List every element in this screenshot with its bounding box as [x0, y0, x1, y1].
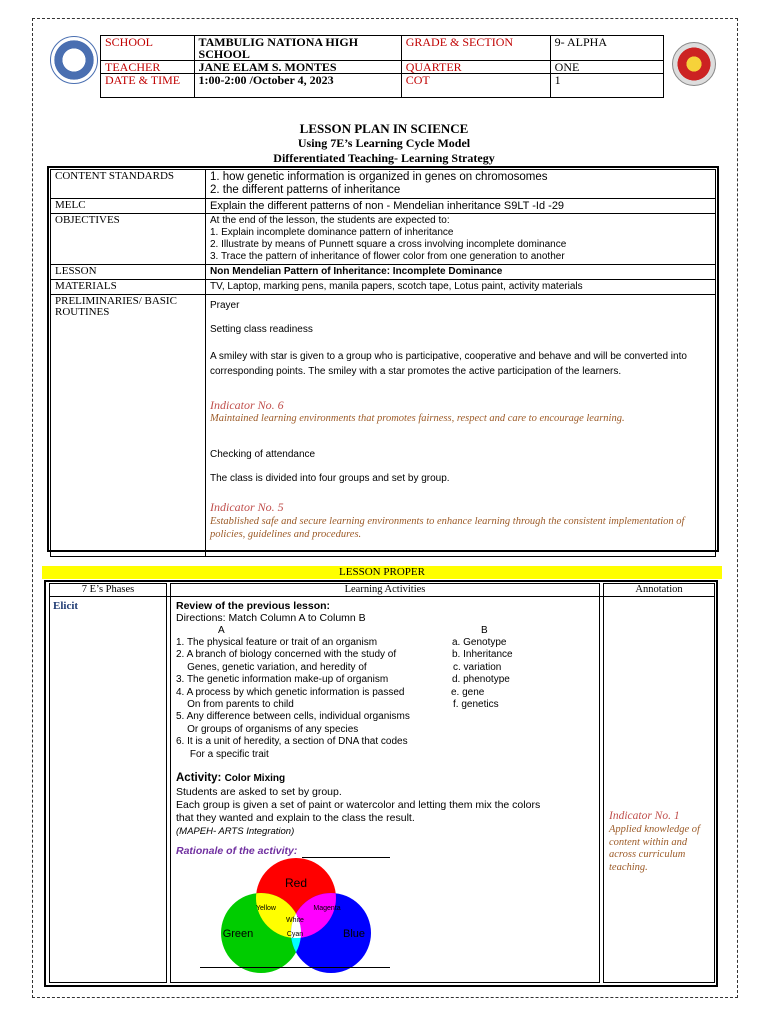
activity-line-2: Each group is given a set of paint or watercolor and letting them mix the colors	[176, 799, 541, 811]
preliminaries-label: PRELIMINARIES/ BASIC ROUTINES	[51, 295, 206, 557]
venn-green-label: Green	[222, 928, 254, 940]
activities-content	[176, 600, 596, 625]
main-table	[50, 169, 716, 557]
date-label: DATE & TIME	[101, 74, 195, 98]
grade-value: 9- ALPHA	[550, 36, 663, 61]
col-phase-header: 7 E’s Phases	[81, 584, 135, 595]
column-a-item: For a specific trait	[176, 748, 269, 760]
column-b-item: d. phenotype	[452, 674, 510, 685]
phase-elicit: Elicit	[53, 600, 79, 612]
materials-label: MATERIALS	[51, 280, 206, 295]
column-a-item: On from parents to child	[176, 699, 294, 711]
column-a-item: 4. A process by which genetic information is passed	[176, 686, 405, 698]
preliminaries-value	[206, 295, 716, 557]
prelim-attendance: Checking of attendance	[210, 449, 316, 460]
content-standard-1: 1. how genetic information is organized in genes on chromosomes	[210, 171, 548, 183]
color-venn-diagram	[196, 858, 396, 973]
phase-column	[49, 583, 167, 983]
column-a-item: 2. A branch of biology concerned with the study of	[176, 649, 397, 661]
quarter-label: QUARTER	[401, 61, 550, 74]
indicator-5-text: Established safe and secure learning environments to enhance learning through the consistent implementation of policies, guidelines and procedures.	[210, 516, 685, 540]
lesson-proper-banner: LESSON PROPER	[42, 566, 722, 579]
column-b-item: a. Genotype	[452, 637, 507, 648]
indicator-5-title: Indicator No. 5	[210, 500, 284, 514]
venn-yellow-label: Yellow	[256, 905, 276, 912]
school-value: TAMBULIG NATIONA HIGH SCHOOL	[194, 36, 401, 61]
indicator-6-text: Maintained learning environments that promotes fairness, respect and care to encourage learning.	[210, 413, 625, 424]
column-a-item: Genes, genetic variation, and heredity of	[176, 661, 367, 673]
activity-heading	[176, 772, 285, 784]
prelim-groups: The class is divided into four groups and set by group.	[210, 473, 450, 484]
teacher-label: TEACHER	[101, 61, 195, 74]
objective-1: 1. Explain incomplete dominance pattern of inheritance	[210, 227, 454, 238]
school-label: SCHOOL	[101, 36, 195, 61]
venn-underline	[200, 967, 390, 968]
column-a-item: 1. The physical feature or trait of an organism	[176, 637, 378, 648]
col-annotation-header: Annotation	[635, 584, 683, 595]
title-line-2: Using 7E’s Learning Cycle Model	[297, 136, 471, 150]
cot-value: 1	[550, 74, 663, 98]
column-b-header: B	[481, 625, 488, 636]
column-b-item: b. Inheritance	[452, 649, 513, 660]
lesson-value: Non Mendelian Pattern of Inheritance: Incomplete Dominance	[206, 265, 716, 280]
prelim-readiness: Setting class readiness	[210, 324, 313, 335]
venn-red-label: Red	[284, 876, 308, 890]
column-a-item: Or groups of organisms of any species	[176, 723, 359, 735]
objectives-intro: At the end of the lesson, the students are expected to:	[210, 215, 450, 226]
venn-magenta-label: Magenta	[313, 905, 341, 912]
integration-note: (MAPEH- ARTS Integration)	[176, 826, 295, 837]
activity-line-1: Students are asked to set by group.	[176, 786, 342, 798]
col-activities-header: Learning Activities	[344, 584, 426, 595]
title-line-3: Differentiated Teaching- Learning Strategy	[273, 151, 495, 165]
column-b-item: c. variation	[453, 662, 502, 673]
header-divider	[49, 596, 715, 597]
content-standard-2: 2. the different patterns of inheritance	[210, 184, 401, 196]
column-a-item: 3. The genetic information make-up of organism	[176, 674, 389, 686]
directions: Directions: Match Column A to Column B	[176, 612, 366, 625]
school-seal-logo	[672, 42, 716, 86]
indicator-6-title: Indicator No. 6	[210, 398, 284, 412]
prelim-smiley: A smiley with star is given to a group who is participative, cooperative and behave and will be converted into corresponding points. The smiley with a star promotes the active participation of the learners.	[210, 351, 687, 377]
activity-label: Activity:	[176, 772, 222, 784]
objectives-label: OBJECTIVES	[51, 214, 206, 265]
materials-value: TV, Laptop, marking pens, manila papers, scotch tape, Lotus paint, activity materials	[206, 280, 716, 295]
objective-2: 2. Illustrate by means of Punnett square a cross involving incomplete dominance	[210, 239, 567, 250]
column-a-item: 6. It is a unit of heredity, a section of DNA that codes	[176, 736, 408, 748]
column-b-item: f. genetics	[453, 699, 499, 710]
activity-line-3: that they wanted and explain to the class the result.	[176, 812, 415, 824]
annotation-column	[603, 583, 715, 983]
column-a-list	[176, 637, 456, 761]
melc-value: Explain the different patterns of non - Mendelian inheritance S9LT -Id -29	[206, 199, 716, 214]
melc-label: MELC	[51, 199, 206, 214]
lesson-label: LESSON	[51, 265, 206, 280]
header-table	[100, 35, 664, 98]
activity-name: Color Mixing	[224, 773, 286, 784]
content-standards-value	[206, 170, 716, 199]
venn-blue-label: Blue	[342, 928, 366, 940]
deped-logo	[50, 36, 98, 84]
review-title: Review of the previous lesson:	[176, 600, 331, 612]
prelim-prayer: Prayer	[210, 300, 240, 311]
date-value: 1:00-2:00 /October 4, 2023	[194, 74, 401, 98]
venn-white-label: White	[286, 917, 304, 924]
venn-cyan-label: Cyan	[286, 931, 304, 938]
indicator-1-title: Indicator No. 1	[609, 810, 680, 822]
page-title	[0, 121, 768, 166]
activity-description	[176, 786, 596, 838]
column-b-item: e. gene	[451, 687, 485, 698]
grade-label: GRADE & SECTION	[401, 36, 550, 61]
indicator-1-text: Applied knowledge of content within and across curriculum teaching.	[609, 824, 700, 873]
rationale-label: Rationale of the activity:	[176, 845, 298, 857]
cot-label: COT	[401, 74, 550, 98]
quarter-value: ONE	[550, 61, 663, 74]
teacher-value: JANE ELAM S. MONTES	[194, 61, 401, 74]
column-a-header: A	[218, 625, 225, 636]
column-a-item: 5. Any difference between cells, individual organisms	[176, 711, 410, 723]
objective-3: 3. Trace the pattern of inheritance of flower color from one generation to another	[210, 251, 565, 262]
content-standards-label: CONTENT STANDARDS	[51, 170, 206, 199]
objectives-value	[206, 214, 716, 265]
title-line-1: LESSON PLAN IN SCIENCE	[299, 121, 469, 136]
